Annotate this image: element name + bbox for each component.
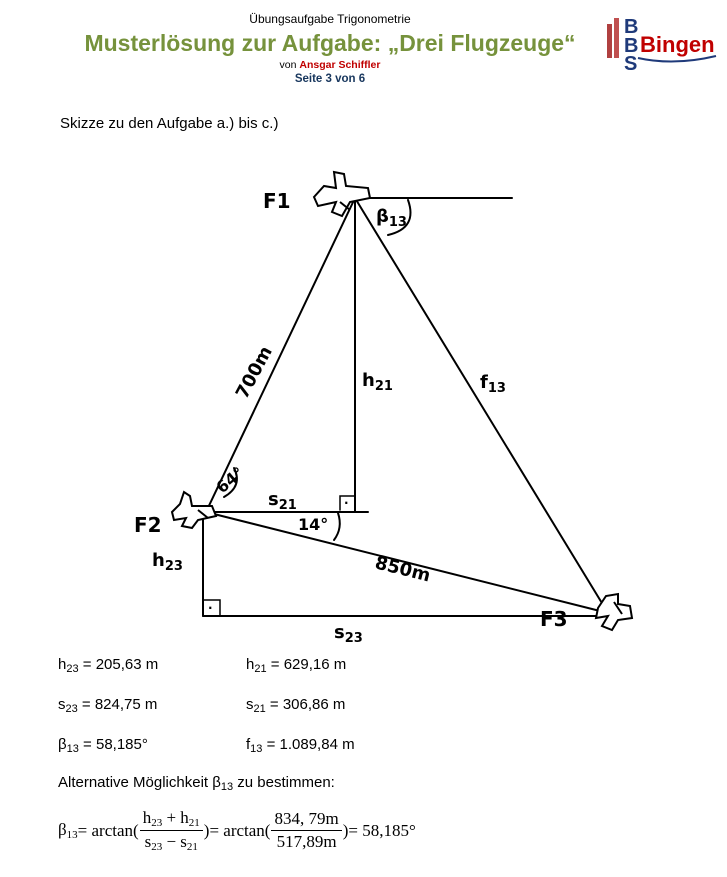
logo-text: Bingen [640,32,715,57]
logo-letter-2: B [624,35,639,57]
triangle-sketch [128,150,648,650]
label-h21: $h_{21}$ [362,370,393,394]
author-line [0,59,660,71]
fraction-1-denominator: $s_{23} - s_{21}$ [144,832,198,853]
course-heading: Übungsaufgabe Trigonometrie [249,12,411,26]
plane-f2-icon [172,492,216,528]
angle-arc-14 [334,513,340,540]
label-f13: $f_{13}$ [480,372,506,396]
author-prefix: von [279,59,297,71]
fraction-2-numerator: 834, 79m [271,809,341,831]
formula-close2: ) [342,820,349,840]
result-s21: $s_{21} = 306,86$ m [246,696,346,715]
label-f1: F1 [263,189,291,213]
author-name: Ansgar Schiffler [299,59,381,71]
logo-bar-1 [607,24,612,58]
label-beta13: $\beta_{13}$ [376,206,407,230]
result-h23: $h_{23} = 205,63$ m [58,656,159,675]
result-f13: $f_{13} = 1.089,84$ m [246,736,355,755]
formula-eq2: = arctan( [209,820,271,840]
page-title: Musterlösung zur Aufgabe: „Drei Flugzeuge“ [84,30,576,56]
label-s21: $s_{21}$ [268,489,297,513]
result-h21: $h_{21} = 629,16$ m [246,656,347,675]
right-angle-dot-h23: · [208,601,213,615]
logo-letter-1: B [624,16,639,38]
result-s23: $s_{23} = 824,75$ m [58,696,158,715]
side-f1-f3 [355,198,608,613]
fraction-1-numerator: $h_{23} + h_{21}$ [140,808,203,831]
bbs-bingen-logo [604,12,720,72]
label-s23: $s_{23}$ [334,622,363,646]
label-h23: $h_{23}$ [152,550,183,574]
fraction-2-denominator: 517,89m [276,832,337,851]
formula-fraction-1 [140,808,203,853]
label-side-700m: 700m [231,342,277,403]
result-beta13: $\beta_{13} = 58,185^\circ$ [58,736,148,755]
logo-letter-3: S [624,53,638,72]
formula-lhs: $\beta_{13}$ [58,820,78,841]
formula-fraction-2 [271,809,341,852]
label-angle-14: 14° [298,515,329,534]
sketch-caption: Skizze zu den Aufgabe a.) bis c.) [60,115,279,132]
formula-close1: ) [203,820,210,840]
label-angle-64: 64° [212,463,248,498]
formula-result: = 58,185° [348,820,416,840]
logo-bar-2 [614,18,619,58]
page-number: Seite 3 von 6 [294,73,366,85]
right-angle-dot-h21: · [344,496,349,510]
label-f2: F2 [134,513,162,537]
arctan-formula [58,808,416,853]
label-f3: F3 [540,607,568,631]
plane-f3-icon [596,594,632,630]
alternative-heading: Alternative Möglichkeit $\beta_{13}$ zu bestimmen: [58,774,335,793]
label-side-850m: 850m [372,552,433,587]
formula-eq1: = arctan( [77,820,139,840]
side-f1-f2 [206,198,355,512]
